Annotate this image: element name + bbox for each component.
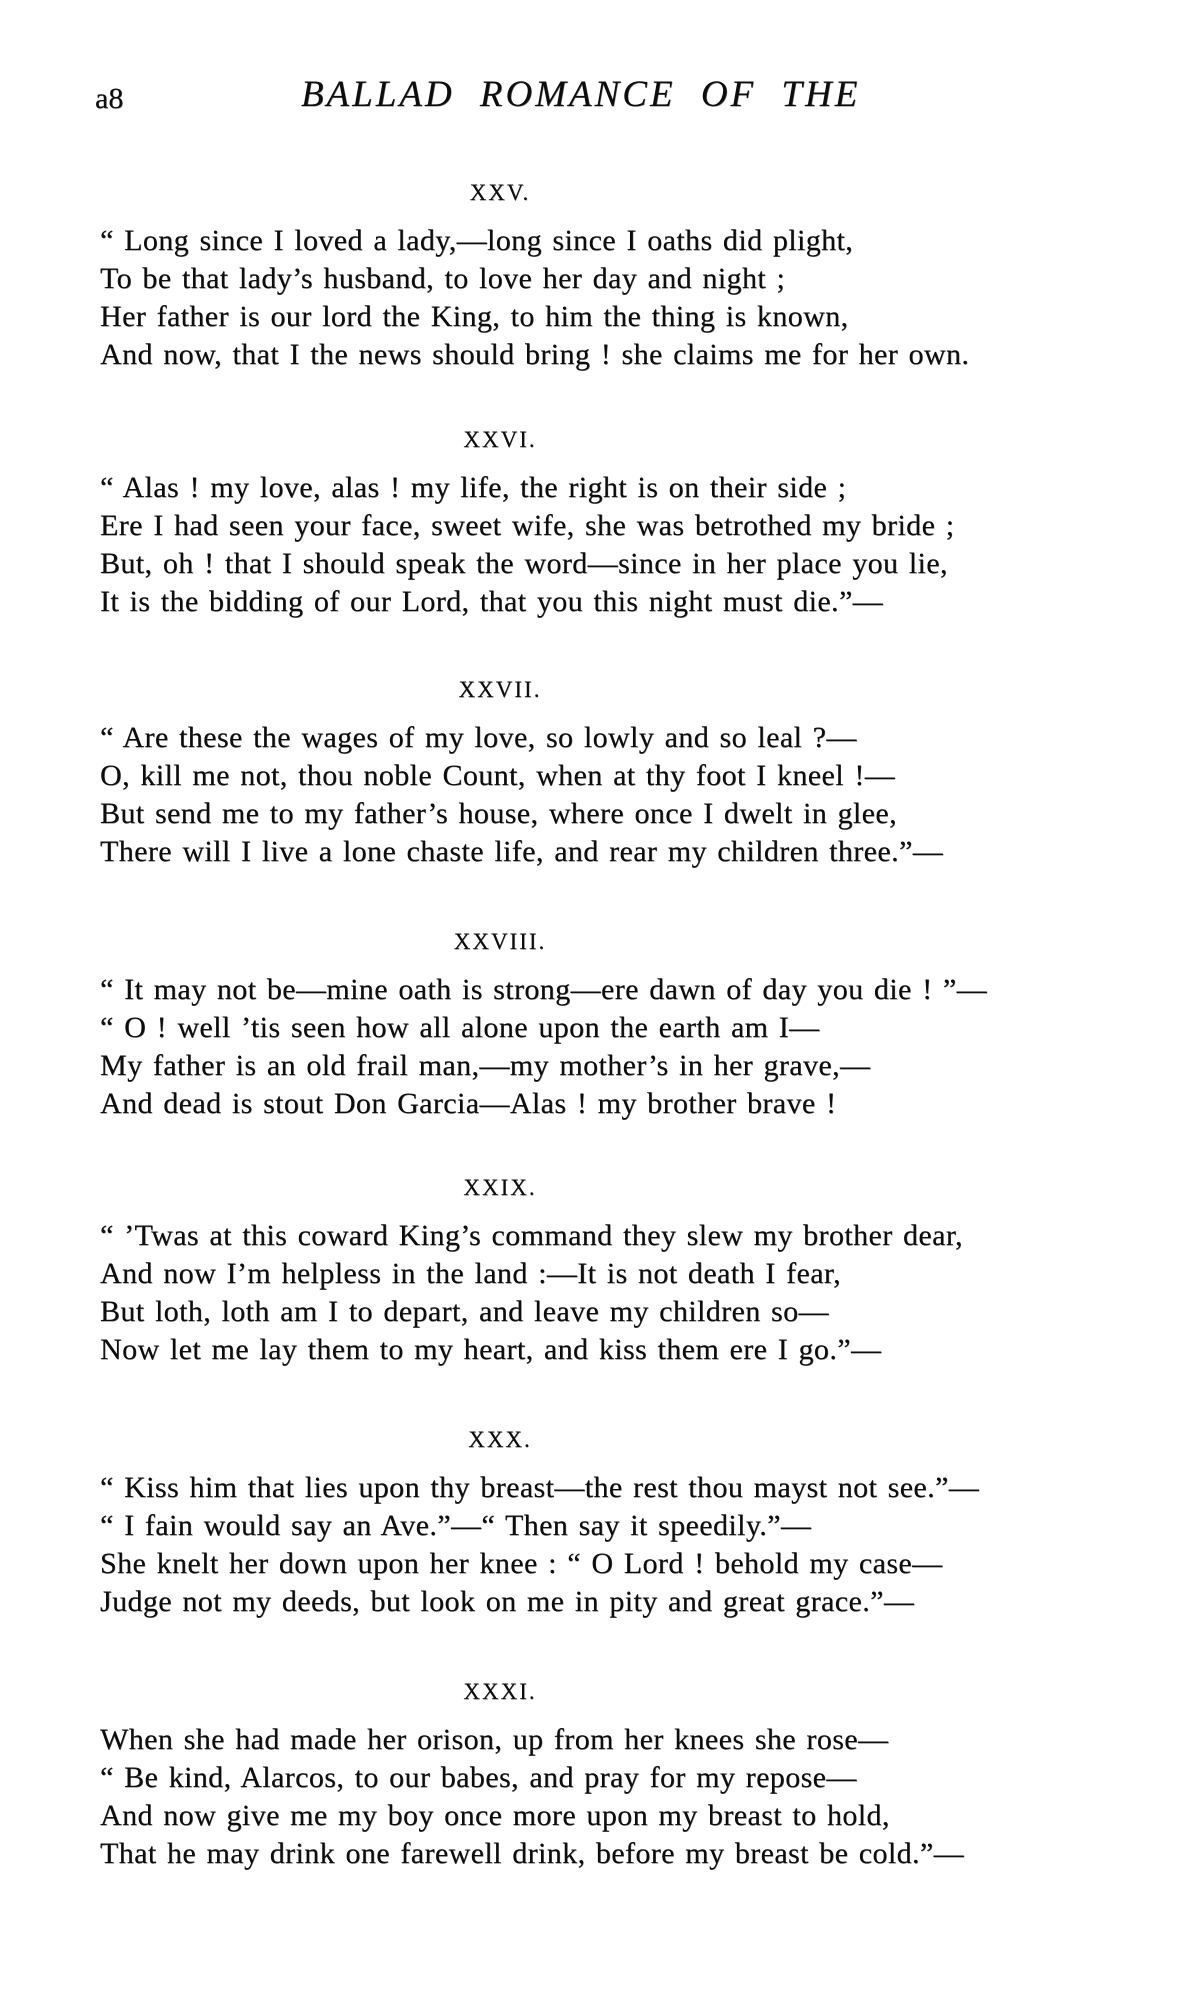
verse-line: Now let me lay them to my heart, and kiss them ere I go.”— bbox=[100, 1333, 882, 1366]
stanza-number: XXVII. bbox=[458, 677, 542, 702]
verse-line: “ ’Twas at this coward King’s command they slew my brother dear, bbox=[100, 1219, 963, 1252]
verse-line: And now I’m helpless in the land :—It is not death I fear, bbox=[100, 1257, 842, 1290]
verse-line: Judge not my deeds, but look on me in pity and great grace.”— bbox=[100, 1585, 915, 1618]
verse-line: But, oh ! that I should speak the word—since in her place you lie, bbox=[100, 547, 948, 580]
verse-line: “ Kiss him that lies upon thy breast—the rest thou mayst not see.”— bbox=[100, 1471, 980, 1504]
verse-line: And now, that I the news should bring ! she claims me for her own. bbox=[100, 338, 970, 371]
stanza-number: XXIX. bbox=[463, 1175, 537, 1200]
verse-line: “ Alas ! my love, alas ! my life, the right is on their side ; bbox=[100, 471, 847, 504]
verse-line: My father is an old frail man,—my mother’s in her grave,— bbox=[100, 1049, 871, 1082]
stanza-number: XXX. bbox=[468, 1427, 532, 1452]
verse-line: “ Are these the wages of my love, so lowly and so leal ?— bbox=[100, 721, 857, 754]
verse-line: But loth, loth am I to depart, and leave my children so— bbox=[100, 1295, 829, 1328]
verse-line: Her father is our lord the King, to him the thing is known, bbox=[100, 300, 849, 333]
page-header bbox=[0, 74, 1185, 124]
verse-line: When she had made her orison, up from her knees she rose— bbox=[100, 1723, 889, 1756]
verse-line: “ Long since I loved a lady,—long since I oaths did plight, bbox=[100, 224, 854, 257]
page-number: a8 bbox=[95, 82, 124, 115]
stanza-xxx bbox=[0, 1427, 1185, 1621]
verse-line: But send me to my father’s house, where once I dwelt in glee, bbox=[100, 797, 897, 830]
stanza-xxviii bbox=[0, 929, 1185, 1123]
verse-line: Ere I had seen your face, sweet wife, she was betrothed my bride ; bbox=[100, 509, 955, 542]
verse-line: And dead is stout Don Garcia—Alas ! my brother brave ! bbox=[100, 1087, 837, 1120]
stanza-xxix bbox=[0, 1175, 1185, 1369]
stanza-number: XXVIII. bbox=[453, 929, 547, 954]
verse-line: “ Be kind, Alarcos, to our babes, and pray for my repose— bbox=[100, 1761, 857, 1794]
verse-line: “ It may not be—mine oath is strong—ere dawn of day you die ! ”— bbox=[100, 973, 988, 1006]
stanza-number: XXV. bbox=[469, 180, 531, 205]
verse-line: And now give me my boy once more upon my breast to hold, bbox=[100, 1799, 890, 1832]
verse-line: There will I live a lone chaste life, and rear my children three.”— bbox=[100, 835, 944, 868]
stanza-number: XXVI. bbox=[463, 427, 537, 452]
stanza-number: XXXI. bbox=[463, 1679, 537, 1704]
stanza-xxvi bbox=[0, 427, 1185, 621]
stanza-xxxi bbox=[0, 1679, 1185, 1873]
running-title: BALLAD ROMANCE OF THE bbox=[300, 74, 861, 115]
stanza-xxvii bbox=[0, 677, 1185, 871]
verse-line: O, kill me not, thou noble Count, when at thy foot I kneel !— bbox=[100, 759, 896, 792]
verse-line: To be that lady’s husband, to love her day and night ; bbox=[100, 262, 786, 295]
verse-line: That he may drink one farewell drink, before my breast be cold.”— bbox=[100, 1837, 965, 1870]
verse-line: She knelt her down upon her knee : “ O Lord ! behold my case— bbox=[100, 1547, 943, 1580]
verse-line: “ O ! well ’tis seen how all alone upon the earth am I— bbox=[100, 1011, 820, 1044]
verse-line: It is the bidding of our Lord, that you this night must die.”— bbox=[100, 585, 884, 618]
stanza-xxv bbox=[0, 180, 1185, 374]
verse-line: “ I fain would say an Ave.”—“ Then say it speedily.”— bbox=[100, 1509, 812, 1542]
